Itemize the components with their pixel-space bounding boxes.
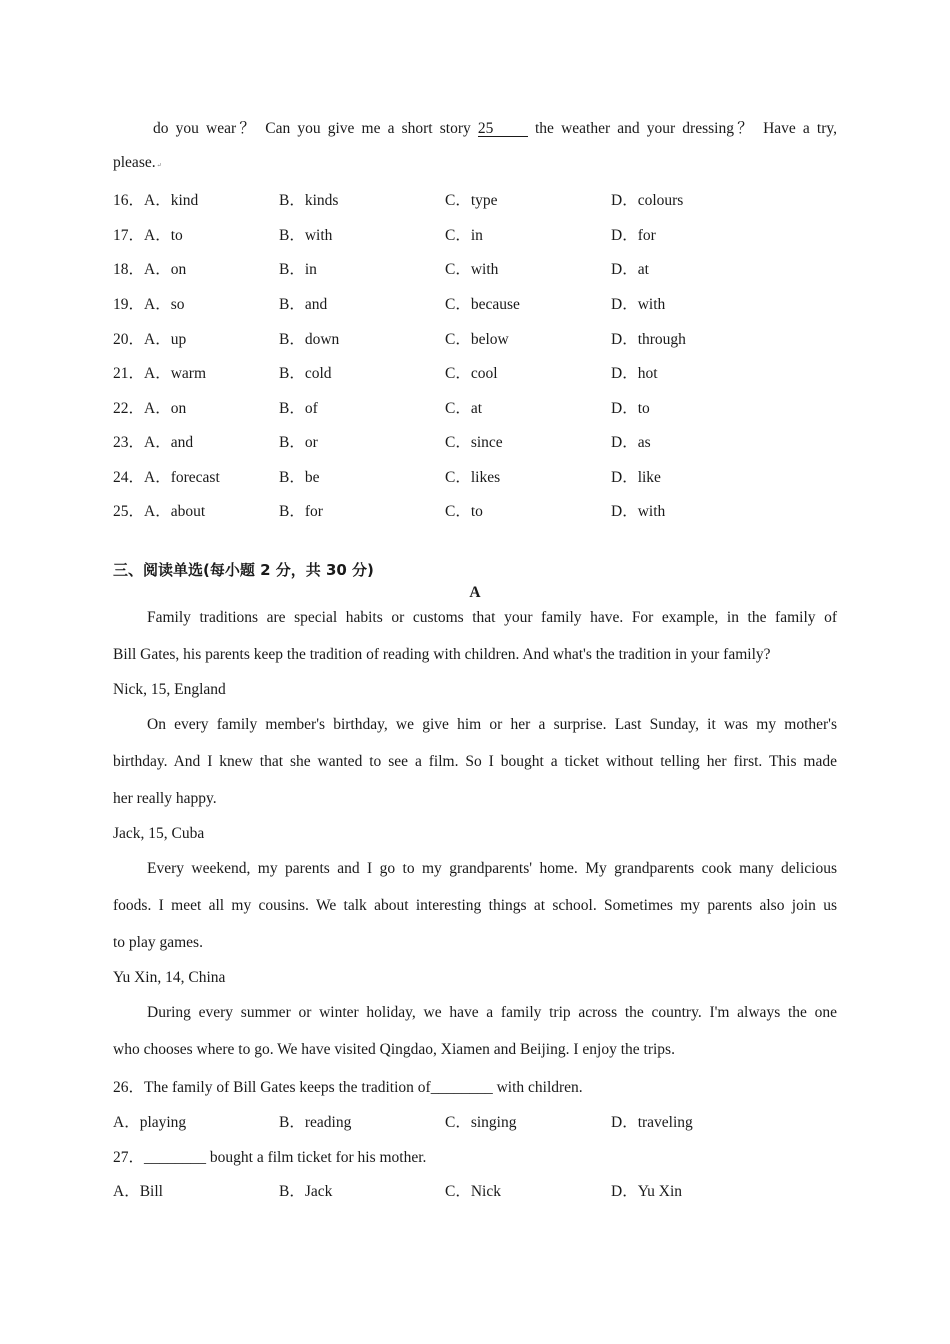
option-a[interactable]: 25．A．about: [113, 503, 206, 520]
option-row: [113, 1110, 837, 1132]
intro-text: do you wear？ Can you give me a short story: [153, 120, 478, 137]
option-d[interactable]: D．traveling: [611, 1114, 693, 1131]
section-title: 三、阅读单选(每小题 2 分，共 30 分): [113, 561, 374, 579]
option-c[interactable]: C．to: [445, 503, 483, 520]
option-c[interactable]: C．with: [445, 261, 499, 278]
option-d[interactable]: D．for: [611, 227, 656, 244]
passage-line: birthday. And I knew that she wanted to see a film. So I bought a ticket without telling her first. This made: [113, 753, 837, 770]
option-d[interactable]: D．at: [611, 261, 649, 278]
passage-line: On every family member's birthday, we give him or her a surprise. Last Sunday, it was my mother's: [147, 716, 837, 733]
question-26: 26．The family of Bill Gates keeps the tradition of________ with children.: [113, 1079, 583, 1096]
option-b[interactable]: B．with: [279, 227, 333, 244]
option-b[interactable]: B．Jack: [279, 1183, 333, 1200]
option-d[interactable]: D．like: [611, 469, 661, 486]
option-c[interactable]: C．at: [445, 400, 483, 417]
option-c[interactable]: C．since: [445, 434, 503, 451]
option-c[interactable]: C．Nick: [445, 1183, 501, 1200]
option-a[interactable]: 17．A．to: [113, 227, 183, 244]
option-a[interactable]: 18．A．on: [113, 261, 187, 278]
option-b[interactable]: B．in: [279, 261, 317, 278]
option-d[interactable]: D．Yu Xin: [611, 1183, 683, 1200]
option-d[interactable]: D．to: [611, 400, 650, 417]
option-row: [113, 499, 837, 521]
option-b[interactable]: B．cold: [279, 365, 332, 382]
passage-line: who chooses where to go. We have visited Qingdao, Xiamen and Beijing. I enjoy the trips.: [113, 1041, 675, 1058]
option-a[interactable]: 16．A．kind: [113, 192, 199, 209]
option-c[interactable]: C．likes: [445, 469, 501, 486]
option-row: [113, 188, 837, 210]
option-c[interactable]: C．cool: [445, 365, 498, 382]
blank-25: 25: [478, 121, 528, 137]
option-d[interactable]: D．colours: [611, 192, 684, 209]
option-row: [113, 327, 837, 349]
intro-line: [113, 116, 837, 138]
option-b[interactable]: B．down: [279, 331, 340, 348]
passage-line: Every weekend, my parents and I go to my grandparents' home. My grandparents cook many delicious: [147, 860, 837, 877]
option-row: [113, 223, 837, 245]
option-b[interactable]: B．of: [279, 400, 318, 417]
option-c[interactable]: C．in: [445, 227, 483, 244]
option-a[interactable]: 20．A．up: [113, 331, 187, 348]
option-a[interactable]: A．Bill: [113, 1183, 163, 1200]
option-a[interactable]: 22．A．on: [113, 400, 187, 417]
intro-line-2: please.↵: [113, 154, 162, 171]
option-row: [113, 257, 837, 279]
option-row: [113, 430, 837, 452]
option-row: [113, 292, 837, 314]
option-d[interactable]: D．with: [611, 296, 666, 313]
author-yu-xin: Yu Xin, 14, China: [113, 969, 226, 986]
option-row: [113, 1179, 837, 1201]
option-row: [113, 361, 837, 383]
passage-line: her really happy.: [113, 790, 217, 807]
option-c[interactable]: C．because: [445, 296, 520, 313]
option-a[interactable]: A．playing: [113, 1114, 187, 1131]
option-row: [113, 396, 837, 418]
question-27: 27．________ bought a film ticket for his mother.: [113, 1149, 427, 1166]
option-b[interactable]: B．and: [279, 296, 328, 313]
option-d[interactable]: D．as: [611, 434, 651, 451]
option-d[interactable]: D．hot: [611, 365, 658, 382]
option-row: [113, 465, 837, 487]
option-c[interactable]: C．singing: [445, 1114, 517, 1131]
intro-text-cont: the weather and your dressing？ Have a try,: [527, 120, 838, 137]
passage-line: During every summer or winter holiday, we have a family trip across the country. I'm always the one: [147, 1004, 837, 1021]
option-b[interactable]: B．reading: [279, 1114, 352, 1131]
passage-line: Family traditions are special habits or customs that your family have. For example, in the family of: [147, 609, 837, 626]
option-d[interactable]: D．with: [611, 503, 666, 520]
option-a[interactable]: 19．A．so: [113, 296, 185, 313]
option-a[interactable]: 24．A．forecast: [113, 469, 220, 486]
option-b[interactable]: B．for: [279, 503, 323, 520]
option-b[interactable]: B．or: [279, 434, 318, 451]
passage-line: to play games.: [113, 934, 203, 951]
option-b[interactable]: B．be: [279, 469, 320, 486]
author-jack: Jack, 15, Cuba: [113, 825, 205, 842]
option-c[interactable]: C．type: [445, 192, 498, 209]
passage-line: Bill Gates, his parents keep the tradition of reading with children. And what's the tradition in your family?: [113, 646, 771, 663]
option-b[interactable]: B．kinds: [279, 192, 339, 209]
passage-label: A: [469, 584, 481, 601]
option-a[interactable]: 21．A．warm: [113, 365, 207, 382]
option-d[interactable]: D．through: [611, 331, 686, 348]
author-nick: Nick, 15, England: [113, 681, 226, 698]
option-a[interactable]: 23．A．and: [113, 434, 194, 451]
passage-line: foods. I meet all my cousins. We talk about interesting things at school. Sometimes my parents also join us: [113, 897, 837, 914]
option-c[interactable]: C．below: [445, 331, 509, 348]
